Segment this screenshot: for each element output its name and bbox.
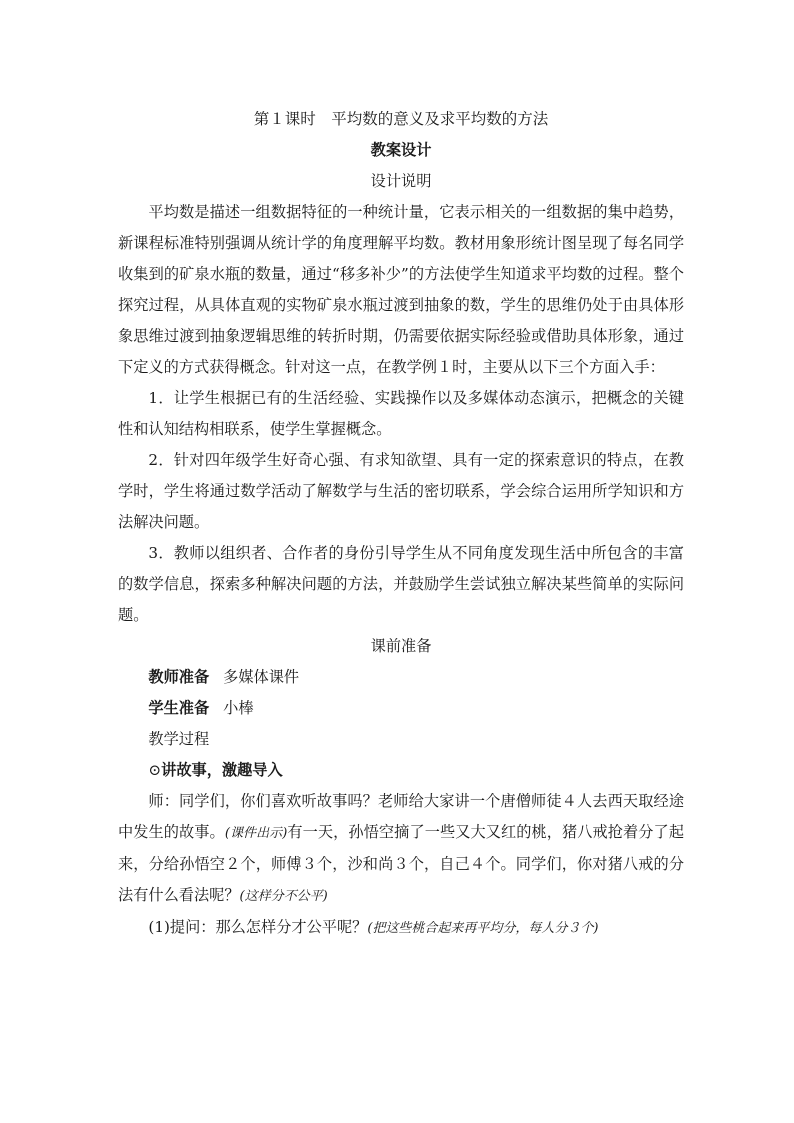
story-note-answer: (这样分不公平)	[239, 889, 328, 904]
lesson-title: 第１课时 平均数的意义及求平均数的方法	[253, 110, 549, 128]
design-notes-intro: 平均数是描述一组数据特征的一种统计量，它表示相关的一组数据的集中趋势，新课程标准特别强调从统计学的角度理解平均数。教材用象形统计图呈现了每名同学收集到的矿泉水瓶的数量，通过“移多补少”的方法使学生知道求平均数的过程。整个探究过程，从具体直观的实物矿泉水瓶过渡到抽象的数，学生的思维仍处于由具体形象思维过渡到抽象逻辑思维的转折时期，仍需要依据实际经验或借助具体形象，通过下定义的方式获得概念。针对这一点，在教学例１时，主要从以下三个方面入手：	[118, 203, 684, 376]
step-bullet-icon: ⊙	[148, 761, 162, 779]
design-point-1: 1．让学生根据已有的生活经验、实践操作以及多媒体动态演示，把概念的关键性和认知结构相联系，使学生掌握概念。	[118, 389, 684, 438]
step-heading	[118, 755, 684, 786]
document-page	[118, 104, 684, 944]
student-prep-value: 小棒	[223, 699, 254, 717]
question-text: (1)提问：那么怎样分才公平呢？	[148, 918, 368, 936]
question-paragraph	[118, 912, 684, 944]
section-heading-prep: 课前准备	[370, 637, 432, 655]
section-heading-lesson-design: 教案设计	[370, 141, 432, 159]
design-point-2: 2．针对四年级学生好奇心强、有求知欲望、具有一定的探索意识的特点，在教学时，学生将通过数学活动了解数学与生活的密切联系，学会综合运用所学知识和方法解决问题。	[118, 451, 684, 531]
teacher-prep-value: 多媒体课件	[223, 668, 300, 686]
section-heading-design-notes: 设计说明	[370, 172, 432, 190]
teacher-prep-label: 教师准备	[148, 668, 210, 686]
story-note-courseware: (课件出示)	[224, 826, 288, 841]
story-text-a: 师：同学们，你们喜欢听故事吗？老师给大家讲一个唐僧师徒４人去西天取经途中发生的故事。	[118, 792, 684, 841]
student-prep-label: 学生准备	[148, 699, 210, 717]
teacher-prep-line	[118, 662, 684, 693]
story-paragraph	[118, 786, 684, 912]
story-text-b: 有一天，孙悟空摘了一些又大又红的桃，猪八戒抢着分了起来，分给孙悟空２个，师傅３个，沙和尚３个，自己４个。同学们，你对猪八戒的分法有什么看法呢？	[118, 823, 685, 904]
student-prep-line	[118, 693, 684, 724]
design-point-3: 3．教师以组织者、合作者的身份引导学生从不同角度发现生活中所包含的丰富的数学信息，探索多种解决问题的方法，并鼓励学生尝试独立解决某些简单的实际问题。	[118, 544, 684, 624]
question-note-answer: (把这些桃合起来再平均分，每人分３个)	[367, 921, 599, 936]
step-title: 讲故事，激趣导入	[161, 761, 283, 779]
section-heading-process: 教学过程	[148, 730, 210, 748]
